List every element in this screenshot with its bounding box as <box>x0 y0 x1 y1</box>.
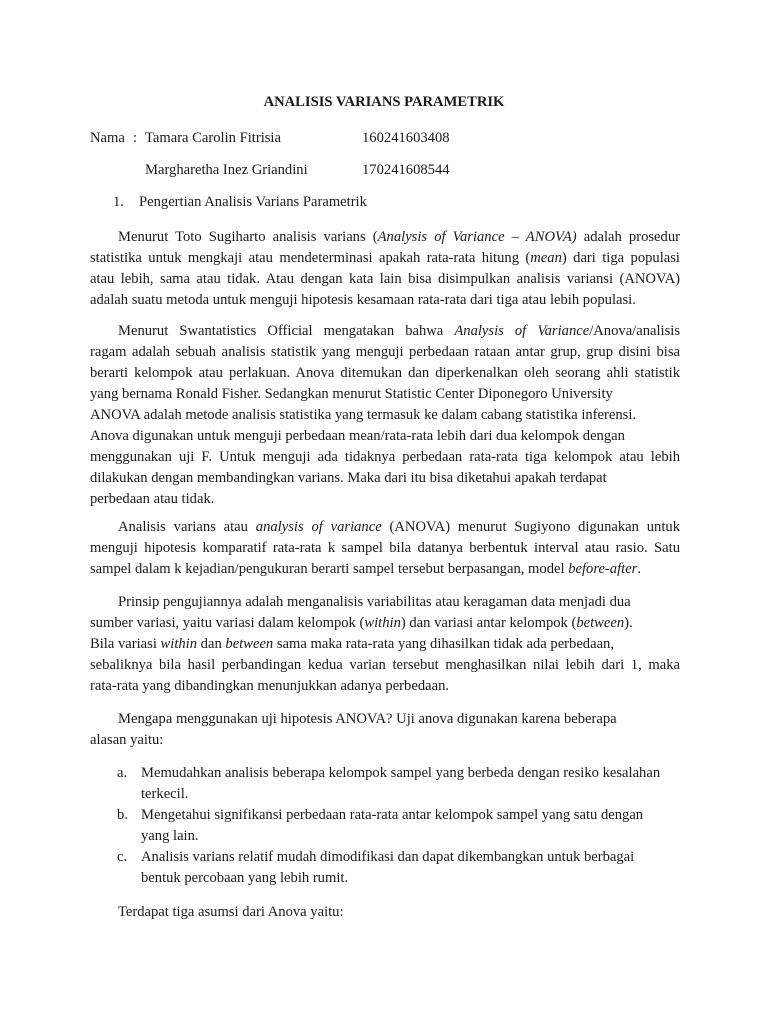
paragraph-6 <box>90 902 680 923</box>
author-id: 170241608544 <box>362 162 450 178</box>
paragraph-line: Analisis varians atau analysis of variance (ANOVA) menurut Sugiyono digunakan untuk <box>118 519 680 535</box>
paragraph-2 <box>90 321 680 510</box>
list-marker: a. <box>117 765 128 781</box>
paragraph-line: rata-rata yang dibandingkan menunjukkan adanya perbedaan. <box>90 678 450 694</box>
author-row <box>0 128 768 149</box>
paragraph-line: perbedaan atau tidak. <box>90 491 215 507</box>
section-title: Pengertian Analisis Varians Parametrik <box>139 194 367 210</box>
list-item <box>90 805 690 847</box>
paragraph-line: Mengapa menggunakan uji hipotesis ANOVA? Uji anova digunakan karena beberapa <box>118 711 617 727</box>
paragraph-line: sampel dalam k kejadian/pengukuran berarti sampel tersebut berpasangan, model before-after. <box>90 561 642 577</box>
paragraph-4 <box>90 592 680 697</box>
paragraph-line: Menurut Toto Sugiharto analisis varians (Analysis of Variance – ANOVA) adalah prosedur <box>118 229 680 245</box>
list-marker: c. <box>117 849 128 865</box>
paragraph-line: menggunakan uji F. Untuk menguji ada tidaknya perbedaan rata-rata tiga kelompok atau lebih <box>90 449 680 465</box>
list-item-line: Mengetahui signifikansi perbedaan rata-rata antar kelompok sampel yang satu dengan <box>141 807 644 823</box>
author-name: Margharetha Inez Griandini <box>145 162 308 178</box>
list-item-line: bentuk percobaan yang lebih rumit. <box>141 870 349 886</box>
list-item-line: terkecil. <box>141 786 189 802</box>
paragraph-line: sebaliknya bila hasil perbandingan kedua varian tersebut menghasilkan nilai lebih dari 1, maka <box>90 657 680 673</box>
list-item <box>90 763 690 805</box>
paragraph-5 <box>90 709 680 751</box>
paragraph-line: adalah suatu metoda untuk menguji hipotesis kesamaan rata-rata dari tiga atau lebih populasi. <box>90 292 636 308</box>
paragraph-line: ragam adalah sebuah analisis statistik yang menguji perbedaan rataan antar grup, grup disini bisa <box>90 344 680 360</box>
paragraph-line: statistika untuk mengkaji atau mendeterminasi apakah rata-rata hitung (mean) dari tiga populasi <box>90 250 680 266</box>
paragraph-line: dilakukan dengan membandingkan varians. Maka dari itu bisa diketahui apakah terdapat <box>90 470 607 486</box>
list-item-line: Analisis varians relatif mudah dimodifikasi dan dapat dikembangkan untuk berbagai <box>141 849 635 865</box>
paragraph-line: Bila variasi within dan between sama maka rata-rata yang dihasilkan tidak ada perbedaan, <box>90 636 614 652</box>
list-marker: b. <box>117 807 128 823</box>
paragraph-line: berarti kelompok atau perlakuan. Anova ditemukan dan diperkenalkan oleh seorang ahli statistik <box>90 365 680 381</box>
paragraph-line: Menurut Swantatistics Official mengatakan bahwa Analysis of Variance/Anova/analisis <box>118 323 680 339</box>
paragraph-line: atau lebih, sama atau tidak. Atau dengan kata lain bisa disimpulkan analisis variansi (ANOVA) <box>90 271 680 287</box>
paragraph-line: sumber variasi, yaitu variasi dalam kelompok (within) dan variasi antar kelompok (between). <box>90 615 633 631</box>
document-title: ANALISIS VARIANS PARAMETRIK <box>263 94 505 110</box>
list-item-line: yang lain. <box>141 828 199 844</box>
list-item <box>90 847 690 889</box>
name-separator: : <box>133 130 138 146</box>
author-row <box>0 160 768 181</box>
paragraph-line: menguji hipotesis komparatif rata-rata k sampel bila datanya berbentuk interval atau rasio. Satu <box>90 540 680 556</box>
name-label: Nama <box>90 130 125 146</box>
paragraph-line: ANOVA adalah metode analisis statistika yang termasuk ke dalam cabang statistika inferensi. <box>90 407 637 423</box>
paragraph-line: alasan yaitu: <box>90 732 164 748</box>
list-item-line: Memudahkan analisis beberapa kelompok sampel yang berbeda dengan resiko kesalahan <box>141 765 661 781</box>
section-number: 1. <box>113 194 124 210</box>
paragraph-1 <box>90 227 680 311</box>
reason-list <box>90 763 690 889</box>
paragraph-line: yang bernama Ronald Fisher. Sedangkan menurut Statistic Center Diponegoro University <box>90 386 613 402</box>
author-id: 160241603408 <box>362 130 450 146</box>
paragraph-3 <box>90 517 680 580</box>
paragraph-line: Terdapat tiga asumsi dari Anova yaitu: <box>118 904 344 920</box>
author-name: Tamara Carolin Fitrisia <box>145 130 281 146</box>
paragraph-line: Prinsip pengujiannya adalah menganalisis variabilitas atau keragaman data menjadi dua <box>118 594 631 610</box>
paragraph-line: Anova digunakan untuk menguji perbedaan mean/rata-rata lebih dari dua kelompok dengan <box>90 428 625 444</box>
